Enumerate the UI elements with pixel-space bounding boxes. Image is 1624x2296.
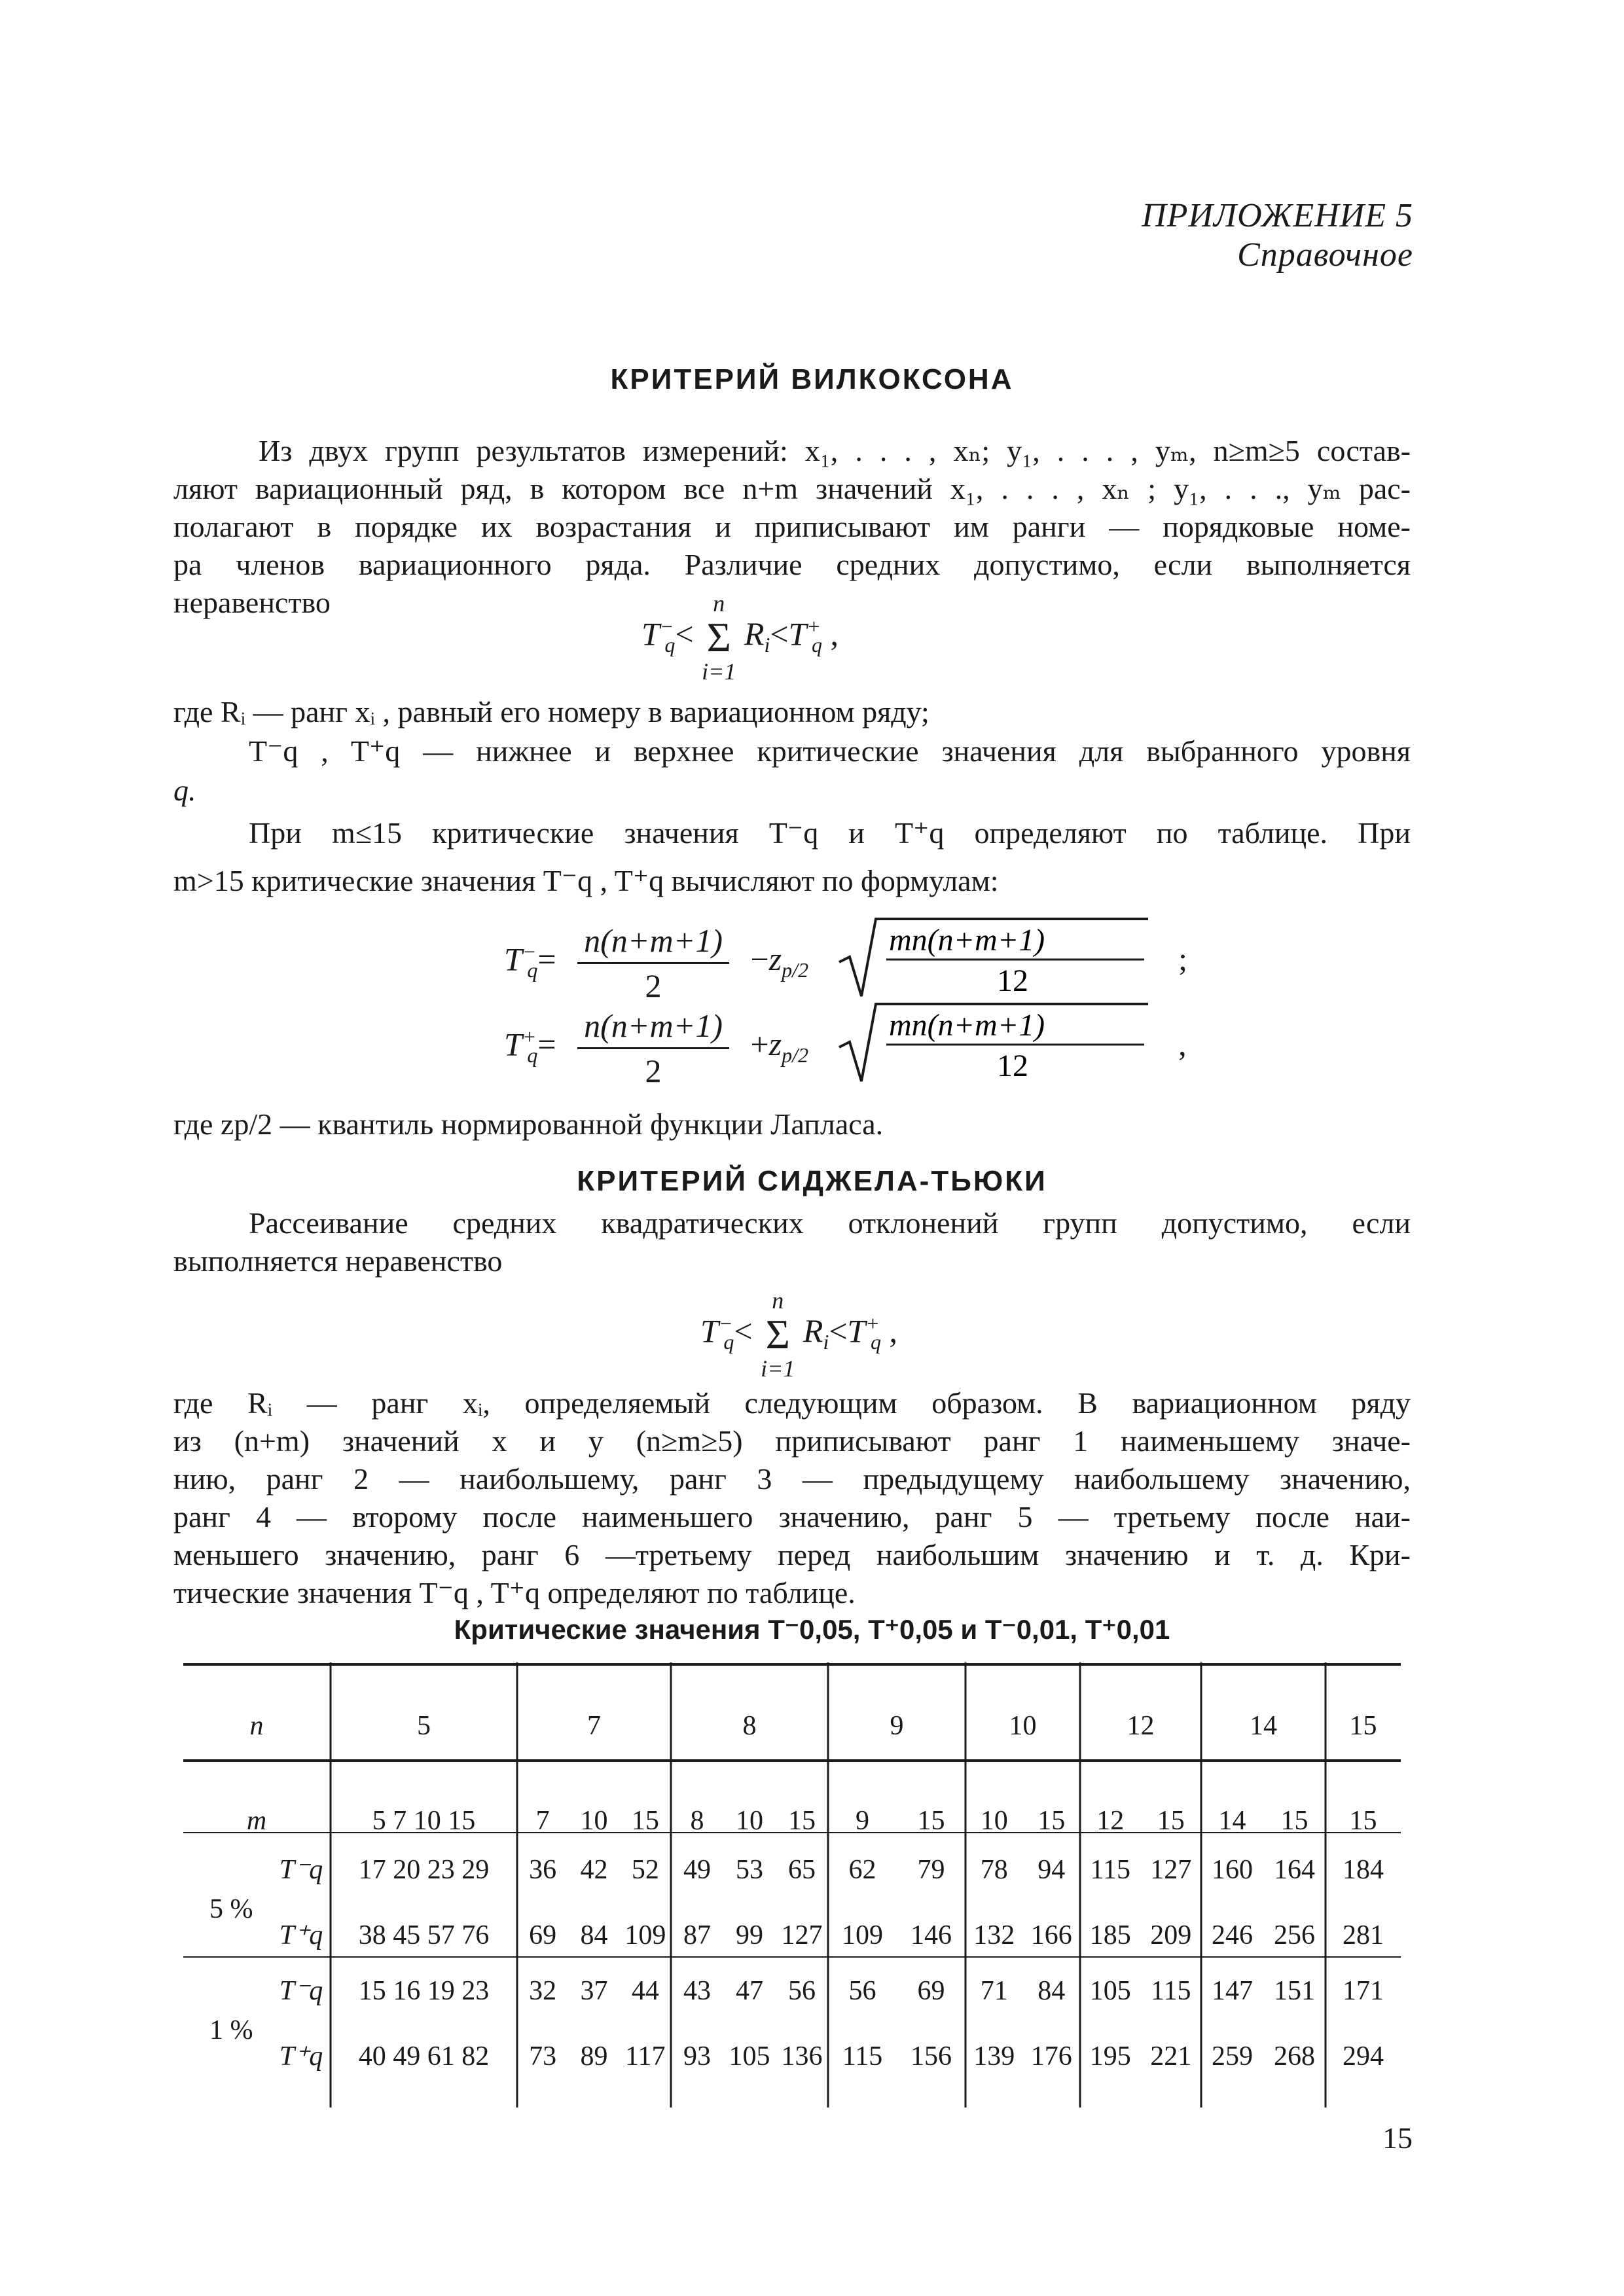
critical-value-5-lower: 17 20 23 29 (358, 1855, 490, 1885)
critical-value-1-lower: 43 (683, 1976, 711, 2006)
critical-value-5-lower: 52 (631, 1855, 659, 1885)
critical-value-5-upper: 109 (842, 1920, 883, 1950)
m-value: 10 (736, 1806, 763, 1836)
page-number: 15 (1382, 2121, 1413, 2155)
m-value: 15 (1157, 1806, 1185, 1836)
critical-value-1-lower: 84 (1038, 1976, 1066, 2006)
critical-values-table (183, 1662, 1401, 2121)
m-value: 15 (631, 1806, 659, 1836)
critical-value-5-upper: 84 (580, 1920, 608, 1950)
critical-value-5-upper: 127 (781, 1920, 823, 1950)
critical-value-5-lower: 115 (1090, 1855, 1130, 1885)
n-value: 12 (1127, 1711, 1155, 1741)
critical-value-1-lower: 105 (1089, 1976, 1131, 2006)
n-value: 9 (890, 1711, 904, 1741)
critical-value-1-lower: 44 (631, 1976, 659, 2006)
critical-value-5-lower: 36 (529, 1855, 557, 1885)
wilcoxon-rule-formula: m>15 критические значения T⁻q , T⁺q вычисляют по формулам: (173, 864, 999, 897)
m-value: 14 (1218, 1806, 1246, 1836)
critical-value-5-lower: 164 (1274, 1855, 1315, 1885)
critical-value-1-lower: 115 (1151, 1976, 1191, 2006)
m-value: 15 (1280, 1806, 1308, 1836)
critical-value-5-upper: 99 (736, 1920, 763, 1950)
n-value: 15 (1349, 1711, 1377, 1741)
level-5-label: 5 % (209, 1894, 253, 1924)
level-1-label: 1 % (209, 2015, 253, 2045)
critical-value-1-upper: 40 49 61 82 (358, 2041, 490, 2072)
sqrt-sign (837, 1001, 1151, 1086)
critical-value-1-upper: 93 (683, 2041, 711, 2072)
n-value: 10 (1009, 1711, 1037, 1741)
critical-value-1-upper: 136 (781, 2041, 823, 2072)
critical-value-1-lower: 56 (848, 1976, 876, 2006)
critical-value-5-upper: 132 (973, 1920, 1015, 1950)
critical-value-1-lower: 171 (1343, 1976, 1384, 2006)
siegel-rank-line: нию, ранг 2 — наибольшему, ранг 3 — предыдущему наибольшему значению, (173, 1462, 1411, 1496)
wilcoxon-heading: КРИТЕРИЙ ВИЛКОКСОНА (610, 363, 1014, 395)
critical-value-1-lower: 37 (580, 1976, 608, 2006)
m-value: 5 7 10 15 (372, 1806, 476, 1836)
critical-value-5-upper: 246 (1212, 1920, 1253, 1950)
critical-value-5-lower: 94 (1038, 1855, 1066, 1885)
n-header-label: n (249, 1711, 264, 1741)
critical-value-1-lower: 151 (1274, 1976, 1315, 2006)
critical-value-5-upper: 69 (529, 1920, 557, 1950)
n-value: 7 (587, 1711, 601, 1741)
m-value: 8 (690, 1806, 704, 1836)
siegel-rank-line: где Rᵢ — ранг xᵢ, определяемый следующим образом. В вариационном ряду (173, 1386, 1411, 1420)
wilcoxon-intro-line: Из двух групп результатов измерений: x₁, . . . , xₙ; y₁, . . . , yₘ, n≥m≥5 состав- (259, 434, 1411, 467)
siegel-rank-line: ранг 4 — второму после наименьшего значению, ранг 5 — третьему после наи- (173, 1500, 1411, 1534)
critical-label: T⁺q (279, 1920, 323, 1950)
appendix-subtitle: Справочное (1237, 236, 1413, 274)
wilcoxon-intro-line: неравенство (173, 586, 331, 619)
wilcoxon-where-q: q. (173, 774, 196, 807)
siegel-rank-line: тические значения T⁻q , T⁺q определяют по таблице. (173, 1576, 856, 1609)
wilcoxon-intro-line: ра членов вариационного ряда. Различие средних допустимо, если выполняется (173, 548, 1411, 581)
critical-value-1-upper: 105 (729, 2041, 770, 2072)
siegel-tukey-heading: КРИТЕРИЙ СИДЖЕЛА-ТЬЮКИ (577, 1165, 1047, 1197)
critical-value-1-upper: 268 (1274, 2041, 1315, 2072)
wilcoxon-inequality-formula: $T^-_q<$ n Σ i=1 $R_i<T^+_q$ , (641, 590, 839, 685)
critical-value-5-upper: 38 45 57 76 (358, 1920, 490, 1950)
critical-value-5-upper: 166 (1030, 1920, 1072, 1950)
n-value: 8 (742, 1711, 757, 1741)
critical-value-1-lower: 69 (917, 1976, 945, 2006)
siegel-intro (173, 1204, 1411, 1280)
critical-value-1-upper: 221 (1150, 2041, 1192, 2072)
wilcoxon-intro-line: ляют вариационный ряд, в котором все n+m значений x₁, . . . , xₙ ; y₁, . . ., yₘ рас- (173, 472, 1411, 505)
critical-value-1-upper: 139 (973, 2041, 1015, 2072)
critical-label: T⁻q (279, 1976, 323, 2006)
m-value: 15 (917, 1806, 945, 1836)
critical-value-1-lower: 15 16 19 23 (358, 1976, 490, 2006)
t-plus-formula: $T^+_q=$ $\frac{n(n+m+1)}{2}$ $+z_{p/2}$ mn(n+m+1) 12 , (504, 1001, 1187, 1094)
critical-value-5-lower: 160 (1212, 1855, 1253, 1885)
critical-value-5-lower: 49 (683, 1855, 711, 1885)
m-value: 12 (1096, 1806, 1125, 1836)
critical-value-5-lower: 62 (848, 1855, 876, 1885)
critical-value-1-upper: 73 (529, 2041, 557, 2072)
wilcoxon-intro-line: полагают в порядке их возрастания и приписывают им ранги — порядковые номе- (173, 510, 1411, 543)
wilcoxon-where-critical: T⁻q , T⁺q — нижнее и верхнее критические значения для выбранного уровня (249, 734, 1411, 768)
sum-symbol: n Σ i=1 (761, 1287, 795, 1382)
m-value: 10 (580, 1806, 608, 1836)
critical-value-5-lower: 42 (580, 1855, 608, 1885)
appendix-title: ПРИЛОЖЕНИЕ 5 (1142, 197, 1413, 234)
critical-value-5-lower: 53 (736, 1855, 763, 1885)
critical-value-1-upper: 156 (911, 2041, 952, 2072)
critical-value-1-upper: 195 (1089, 2041, 1131, 2072)
critical-value-5-upper: 185 (1089, 1920, 1131, 1950)
critical-value-1-upper: 89 (580, 2041, 608, 2072)
critical-label: T⁺q (279, 2041, 323, 2072)
critical-value-5-upper: 109 (624, 1920, 666, 1950)
critical-value-1-lower: 71 (980, 1976, 1008, 2006)
n-value: 14 (1250, 1711, 1277, 1741)
critical-value-5-lower: 127 (1150, 1855, 1192, 1885)
t-minus-formula: $T^-_q=$ $\frac{n(n+m+1)}{2}$ $-z_{p/2}$ mn(n+m+1) 12 ; (504, 916, 1187, 1009)
critical-value-5-upper: 87 (683, 1920, 711, 1950)
siegel-rank-line: меньшего значению, ранг 6 —третьему перед наибольшим значению и т. д. Кри- (173, 1538, 1411, 1571)
siegel-rank-description (173, 1384, 1411, 1612)
m-value: 10 (980, 1806, 1008, 1836)
critical-value-1-lower: 147 (1212, 1976, 1253, 2006)
siegel-inequality-formula: $T^-_q<$ n Σ i=1 $R_i<T^+_q$ , (700, 1287, 897, 1382)
critical-value-5-lower: 78 (980, 1855, 1008, 1885)
siegel-rank-line: из (n+m) значений x и y (n≥m≥5) приписывают ранг 1 наименьшему значе- (173, 1424, 1411, 1458)
critical-value-5-lower: 184 (1343, 1855, 1384, 1885)
critical-value-1-upper: 259 (1212, 2041, 1253, 2072)
siegel-intro-line: выполняется неравенство (173, 1244, 503, 1278)
laplace-quantile-note: где zp/2 — квантиль нормированной функции Лапласа. (173, 1107, 884, 1141)
critical-value-1-upper: 115 (842, 2041, 883, 2072)
critical-value-1-upper: 294 (1343, 2041, 1384, 2072)
critical-value-5-upper: 146 (911, 1920, 952, 1950)
siegel-intro-line: Рассеивание средних квадратических отклонений групп допустимо, если (249, 1206, 1411, 1240)
m-value: 7 (535, 1806, 550, 1836)
m-value: 9 (856, 1806, 869, 1836)
m-value: 15 (788, 1806, 816, 1836)
critical-value-5-lower: 65 (788, 1855, 816, 1885)
critical-value-1-upper: 117 (625, 2041, 666, 2072)
n-value: 5 (417, 1711, 431, 1741)
m-value: 15 (1349, 1806, 1377, 1836)
m-value: 15 (1038, 1806, 1066, 1836)
appendix-header (1142, 196, 1413, 275)
critical-value-5-upper: 281 (1343, 1920, 1384, 1950)
critical-value-1-upper: 176 (1030, 2041, 1072, 2072)
critical-value-5-upper: 209 (1150, 1920, 1192, 1950)
critical-label: T⁻q (279, 1855, 323, 1885)
critical-value-1-lower: 47 (736, 1976, 763, 2006)
table-title: Критические значения T⁻0,05, T⁺0,05 и T⁻0,01, T⁺0,01 (454, 1614, 1170, 1645)
critical-value-5-lower: 79 (917, 1855, 945, 1885)
critical-value-1-lower: 56 (788, 1976, 816, 2006)
m-header-label: m (246, 1806, 267, 1836)
critical-value-5-upper: 256 (1274, 1920, 1315, 1950)
critical-value-1-lower: 32 (529, 1976, 557, 2006)
wilcoxon-rule-table: При m≤15 критические значения T⁻q и T⁺q определяют по таблице. При (249, 816, 1411, 850)
svg-text:mn(n+m+1): mn(n+m+1) (888, 923, 1045, 958)
svg-text:12: 12 (996, 963, 1028, 998)
sum-symbol: n Σ i=1 (702, 590, 736, 685)
wilcoxon-where-rank: где Rᵢ — ранг xᵢ , равный его номеру в вариационном ряду; (173, 695, 929, 728)
svg-text:12: 12 (996, 1049, 1028, 1083)
sqrt-sign (837, 916, 1151, 1001)
svg-text:mn(n+m+1): mn(n+m+1) (888, 1008, 1045, 1043)
